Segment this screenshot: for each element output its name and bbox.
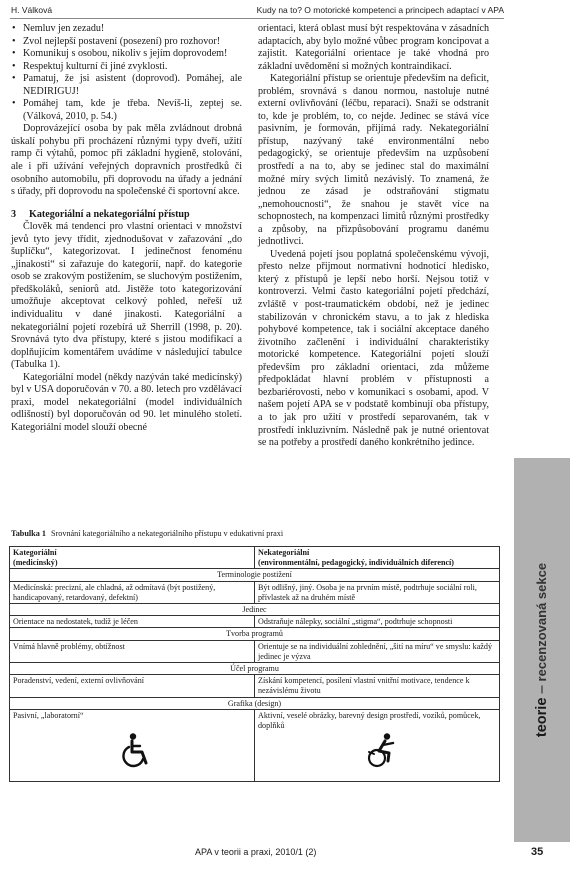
table-caption [11,529,283,538]
paragraph: Člověk má tendenci pro vlastní orientaci v množství jevů tyto jevy třídit, zjednodušovat v zařazování „do šuplíčku“, kategorizovat. I jedinečnost fenoménu „jinakosti“ si zařazuje do kategorií, např. do kategorie osob se zrakovým postižením, se sluchovým postižením, předškoláků, seniorů atd. Jistěže toto kategorizování umožňuje akceptovat celkový pohled, neřeší už individualitu v dané jinakosti. Kategoriální a nekategoriální pojetí rozebírá už Sherrill (1998, p. 20). Srovnává tyto dva přístupy, které s jistou modifikací a doplňujícím komentářem uvádíme v následující tabulce (Tabulka 1). [11,221,242,371]
bullet-list [11,23,242,123]
table-section-title: Terminologie postižení [10,569,500,581]
table-cell: Vnímá hlavně problémy, obtížnost [10,640,255,662]
table-header-row [10,547,500,569]
running-head-title: Kudy na to? O motorické kompetenci a principech adaptací v APA [256,5,504,15]
footer-journal: APA v teorii a praxi, 2010/1 (2) [195,847,317,857]
bullet-item: • Komunikuj s osobou, nikoliv s jejím doprovodem! [11,48,242,61]
table-row [10,709,500,781]
table-section-title: Grafika (design) [10,697,500,709]
running-head-author: H. Válková [11,5,53,15]
table-cell-text: Aktivní, veselé obrázky, barevný design prostředí, vozíků, pomůcek, doplňků [258,710,481,731]
right-column [258,23,489,450]
bullet-item: • Pomáhej tam, kde je třeba. Nevíš-li, zeptej se. (Válková, 2010, p. 54.) [11,98,242,123]
table-section-title: Tvorba programů [10,628,500,640]
table-cell [10,709,255,781]
sidebar-word-reviewed: recenzovaná sekce [534,562,549,682]
table-cell: Medicínská: precizní, ale chladná, až odmítavá (být postižený, handicapovaný, retardovaný, defektní) [10,581,255,603]
left-column [11,23,242,435]
table-row [10,616,500,628]
table-cell: Získání kompetencí, posílení vlastní vnitřní motivace, tendence k nezávislému životu [255,675,500,697]
wheelchair-passive-icon [120,732,156,768]
table-row [10,581,500,603]
table-cell-text: Pasivní, „laboratorní“ [13,710,84,720]
header-rule [10,18,504,19]
bullet-item: • Zvol nejlepší postavení (posezení) pro rozhovor! [11,36,242,49]
paragraph: Kategoriální model (někdy nazýván také medicínský) byl v USA doporučován v 70. a 80. letech pro vzdělávací praxi, model nekategoriální (model individuálních odlišností) byl doporučován od 90. let minulého století. Kategoriální model slouží obecné [11,371,242,433]
comparison-table [9,546,500,782]
section-number: 3 [11,208,17,220]
wheelchair-active-icon [365,732,401,768]
sidebar-label [514,458,570,842]
table-cell: Odstraňuje nálepky, sociální „stigma“, podtrhuje schopnosti [255,616,500,628]
table-cell: Orientace na nedostatek, tudíž je léčen [10,616,255,628]
paragraph: orientaci, která oblast musí být respektována v zásadních adaptacích, aby bylo možné vůbec program koncipovat a zajistit. Kategoriální orientace je také vhodná pro základní uvědomění si možných kontraindikací. [258,23,489,72]
bullet-item: • Nemluv jen zezadu! [11,23,242,36]
bullet-item: • Pamatuj, že jsi asistent (doprovod). Pomáhej, ale NEDIRIGUJ! [11,73,242,98]
table-section-title: Účel programu [10,663,500,675]
table-cell: Orientuje se na individuální zohlednění, „šití na míru“ ve smyslu: každý jedinec je výzva [255,640,500,662]
table-cell: Být odlišný, jiný. Osoba je na prvním místě, podtrhuje sociální roli, přívlastek až na druhém místě [255,581,500,603]
table-caption-text: Srovnání kategoriálního a nekategoriálního přístupu v edukativní praxi [50,529,284,538]
table-section-title: Jedinec [10,604,500,616]
table-header-left: Kategoriální (medicínský) [10,547,255,569]
table-header-right: Nekategoriální (environmentální, pedagogický, individuálních diferencí) [255,547,500,569]
sidebar-word-theory: teorie [534,697,550,738]
paragraph: Kategoriální přístup se orientuje především na deficit, problém, srovnává s danou normou, nastoluje nutné externí ovlivňování (léčbu, reparaci). Snaží se odstranit to, kde je problém, to, co nejde. Jedinec se stává více pasivním, je formován, přijímá rady. Nekategoriální přístup, nazývaný také environmentální nebo pedagogický, se orientuje především na uzpůsobení prostředí a na to, aby se jedinec stal do maximální možné míry svých limitů nezávislý. To znamená, že jednou ze zásad je odstraňování stigmatu „nemohoucnosti“, že snahou je stavět více na schopnostech, na kompenzaci limitů různými prostředky a způsoby, na přizpůsobování programu danému jednotlivci. [258,73,489,248]
page-number: 35 [531,846,544,858]
paragraph: Uvedená pojetí jsou poplatná společenskému vývoji, přesto nelze přijmout normativní hodnoticí hledisko, který z přístupů je lepší nebo horší. Nejsou totiž v kontroverzi. Velmi často kategoriální pojetí předchází, zvláště v post-traumatickém období, než je jedinec stabilizován v chronickém stavu, a to jak z hlediska pohybové kompetence, tak i sociální akceptace daného životního začlenění i individuální charakteristiky motorické kompetence. Kategoriální pojetí slouží především pro základní orientaci, zda můžeme předpokládat hlavní problém v přístupnosti a bezbariérovosti, nebo v komunikaci s osobami, apod. V našem pojetí APA se v podstatě kombinují oba přístupy, a to jak pro užití v prostředí separovaném, tak v prostředí inkluzivním. Následně pak je nutné orientovat se na potřeby a prostředí daného konkrétního jedince. [258,248,489,449]
table-caption-label: Tabulka 1 [11,529,46,538]
table-row [10,675,500,697]
table-row [10,640,500,662]
sidebar-dash: – [534,685,550,694]
table-cell: Poradenství, vedení, externí ovlivňování [10,675,255,697]
bullet-item: • Respektuj kulturní či jiné zvyklosti. [11,61,242,74]
section-title: Kategoriální a nekategoriální přístup [29,208,190,220]
section-heading [11,209,242,222]
table-cell [255,709,500,781]
paragraph: Doprovázející osoba by pak měla zvládnout drobná úskalí pohybu při procházení různými typy dveří, užití ramp či výtahů, pomoc při základní hygieně, stolování, ale i při užívání veřejných dopravních prostředků či osobního automobilu, při doprovodu na úřady a jednání s úřady, při doprovodu na společenské či sportovní akce. [11,123,242,198]
